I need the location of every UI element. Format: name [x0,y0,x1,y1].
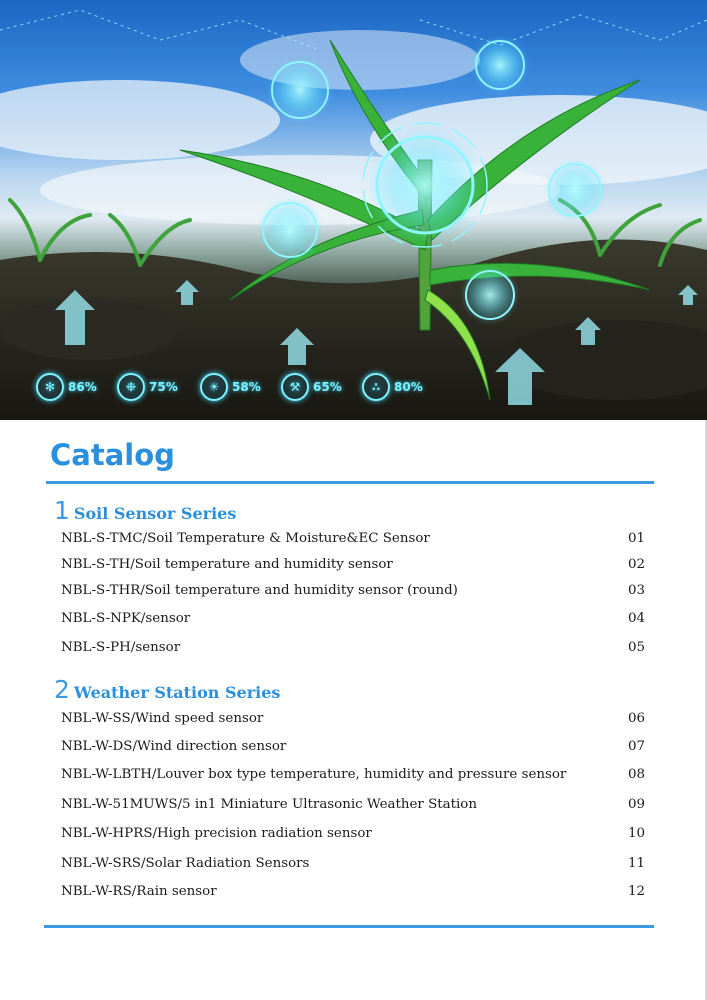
gauge-value: 58% [232,380,261,394]
toc-entry[interactable] [61,609,645,629]
toc-entry[interactable] [61,555,645,575]
entry-name: NBL-W-51MUWS/5 in1 Miniature Ultrasonic Weather Station [61,797,477,812]
gauge-value: 86% [68,380,97,394]
title-divider [46,481,654,484]
shovel-icon: ⚒ [281,373,309,401]
section-heading-weather [54,675,280,704]
gauge-value: 75% [149,380,178,394]
entry-name: NBL-W-HPRS/High precision radiation sensor [61,826,372,841]
entry-page: 01 [627,531,645,546]
toc-entry[interactable] [61,737,645,757]
entry-page: 05 [627,640,645,655]
toc-entry[interactable] [61,882,645,902]
gauge-value: 80% [394,380,423,394]
entry-page: 03 [627,583,645,598]
entry-page: 12 [627,884,645,899]
gauge-water [362,372,423,402]
entry-page: 08 [627,767,645,782]
entry-page: 04 [627,611,645,626]
fan-icon: ✻ [36,373,64,401]
entry-page: 09 [627,797,645,812]
entry-name: NBL-S-TH/Soil temperature and humidity sensor [61,557,393,572]
toc-entry[interactable] [61,854,645,874]
gauge-soil [281,372,342,402]
entry-page: 10 [627,826,645,841]
gauge-humidity [36,372,97,402]
entry-name: NBL-W-SRS/Solar Radiation Sensors [61,856,310,871]
cornfield-illustration [0,0,707,420]
entry-page: 02 [627,557,645,572]
section-number: 1 [54,496,70,525]
hero-image [0,0,707,420]
entry-name: NBL-S-PH/sensor [61,640,181,655]
bottom-divider [44,925,654,928]
entry-name: NBL-W-DS/Wind direction sensor [61,739,287,754]
gauge-wind [117,372,178,402]
entry-name: NBL-S-NPK/sensor [61,611,191,626]
entry-name: NBL-W-LBTH/Louver box type temperature, humidity and pressure sensor [61,767,567,782]
entry-name: NBL-S-TMC/Soil Temperature & Moisture&EC Sensor [61,531,430,546]
toc-entry[interactable] [61,529,645,549]
wind-icon: ❉ [117,373,145,401]
gauge-value: 65% [313,380,342,394]
catalog-title: Catalog [50,438,175,472]
toc-entry[interactable] [61,638,645,658]
gauge-sun [200,372,261,402]
toc-entry[interactable] [61,581,645,601]
toc-entry[interactable] [61,765,645,785]
entry-name: NBL-W-RS/Rain sensor [61,884,217,899]
entry-name: NBL-W-SS/Wind speed sensor [61,711,264,726]
section-title: Soil Sensor Series [73,504,237,523]
section-number: 2 [54,675,70,704]
sun-icon: ☀ [200,373,228,401]
entry-page: 06 [627,711,645,726]
toc-entry[interactable] [61,795,645,815]
entry-page: 11 [627,856,645,871]
drops-icon: ∴ [362,373,390,401]
entry-page: 07 [627,739,645,754]
toc-entry[interactable] [61,709,645,729]
toc-entry[interactable] [61,824,645,844]
entry-name: NBL-S-THR/Soil temperature and humidity sensor (round) [61,583,458,598]
section-heading-soil [54,496,236,525]
section-title: Weather Station Series [73,683,281,702]
